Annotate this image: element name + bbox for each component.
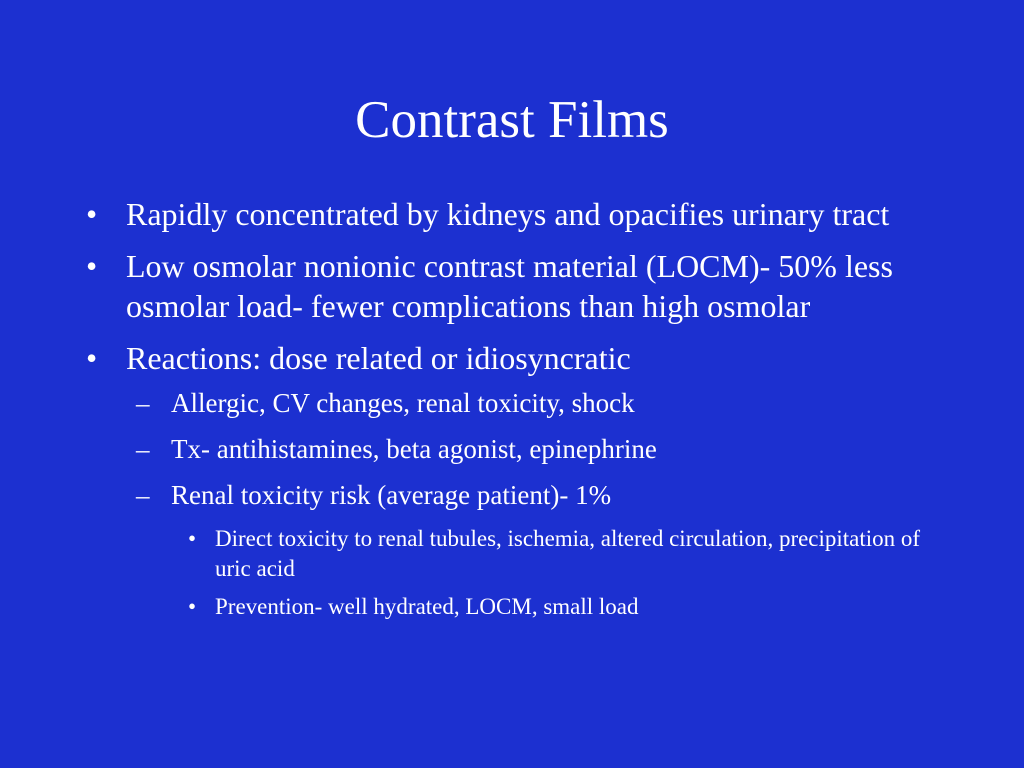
sub-sub-bullet-1 xyxy=(0,524,1024,584)
sub-sub-bullet-text: Prevention- well hydrated, LOCM, small load xyxy=(215,594,639,619)
bullet-text: Low osmolar nonionic contrast material (LOCM)- 50% less osmolar load- fewer complications than high osmolar xyxy=(126,248,893,324)
sub-sub-bullet-text: Direct toxicity to renal tubules, ischemia, altered circulation, precipitation of uric acid xyxy=(215,526,921,581)
slide-body xyxy=(0,194,1024,630)
bullet-text: Reactions: dose related or idiosyncratic xyxy=(126,340,631,376)
sub-bullet-3 xyxy=(0,478,1024,512)
sub-bullet-2 xyxy=(0,432,1024,466)
sub-bullet-text: Tx- antihistamines, beta agonist, epinephrine xyxy=(171,434,657,464)
sub-sub-bullet-2 xyxy=(0,592,1024,622)
bullet-2 xyxy=(0,246,1024,326)
sub-bullet-text: Allergic, CV changes, renal toxicity, shock xyxy=(171,388,635,418)
bullet-3 xyxy=(0,338,1024,378)
bullet-marker: • xyxy=(86,248,98,284)
sub-sub-bullet-marker: • xyxy=(188,594,197,619)
slide-title: Contrast Films xyxy=(355,91,669,149)
sub-sub-bullet-marker: • xyxy=(188,526,197,551)
bullet-text: Rapidly concentrated by kidneys and opacifies urinary tract xyxy=(126,196,890,232)
bullet-marker: • xyxy=(86,196,98,232)
bullet-1 xyxy=(0,194,1024,234)
sub-bullet-text: Renal toxicity risk (average patient)- 1% xyxy=(171,480,612,510)
sub-bullet-1 xyxy=(0,386,1024,420)
sub-bullet-marker: – xyxy=(136,388,150,418)
sub-bullet-marker: – xyxy=(136,480,150,510)
sub-bullet-marker: – xyxy=(136,434,150,464)
bullet-marker: • xyxy=(86,340,98,376)
